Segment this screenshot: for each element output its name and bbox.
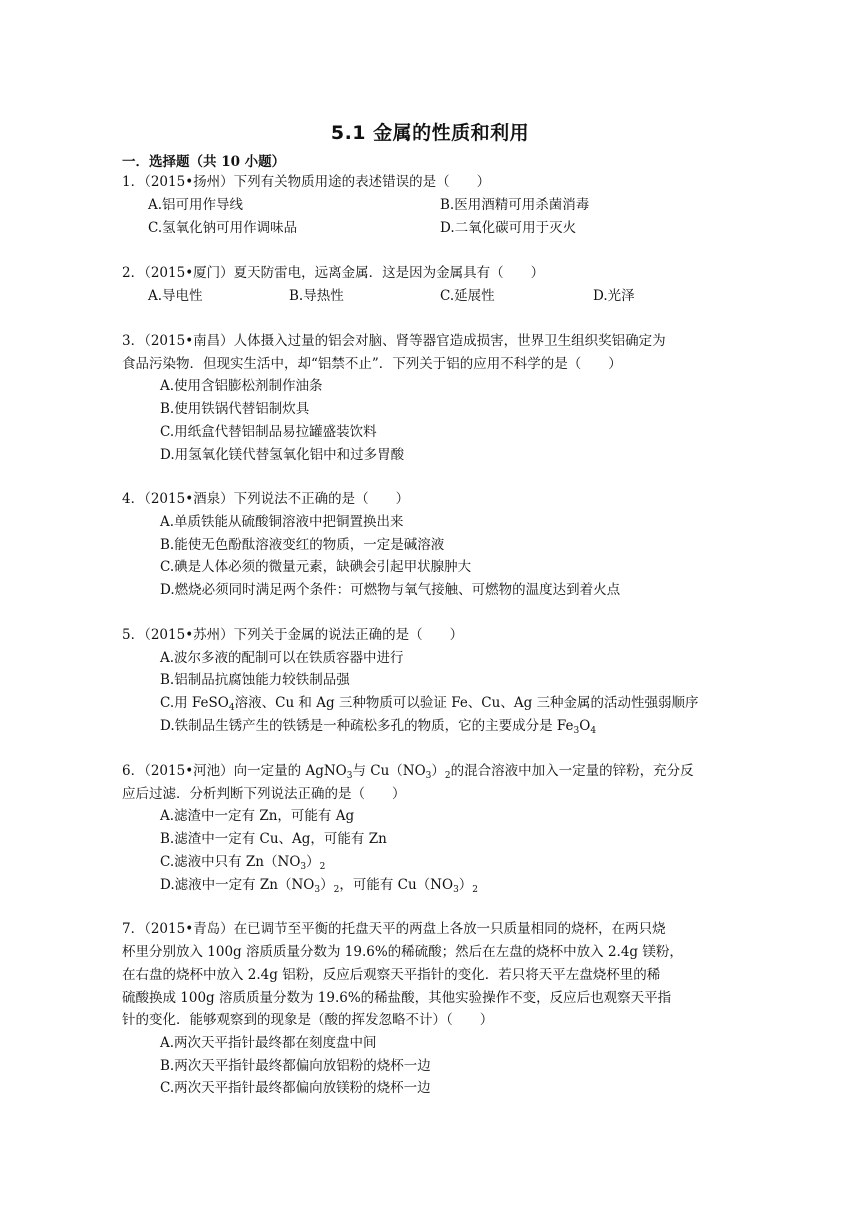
question-2-option-d: D.光泽 bbox=[593, 288, 635, 304]
question-6-option-c: C.滤液中只有 $Zn(NO_3)_2$ bbox=[160, 854, 326, 872]
question-7-stem-line-5: 针的变化．能够观察到的现象是（酸的挥发忽略不计）（ ） bbox=[122, 1012, 494, 1028]
question-7-option-b: B.两次天平指针最终都偏向放铝粉的烧杯一边 bbox=[160, 1058, 431, 1074]
question-6-stem-line-2: 应后过滤．分析判断下列说法正确的是（ ） bbox=[122, 786, 406, 802]
question-7-stem-line-3: 在右盘的烧杯中放入 2.4g 铝粉，反应后观察天平指针的变化．若只将天平左盘烧杯里的稀 bbox=[122, 967, 661, 983]
question-3-stem-line-2: 食品污染物．但现实生活中，却“铝禁不止”．下列关于铝的应用不科学的是（ ） bbox=[122, 356, 622, 372]
question-2-option-c: C.延展性 bbox=[440, 288, 495, 304]
question-6-option-d: D.滤液中一定有 $Zn(NO_3)_2$，可能有 $Cu(NO_3)_2$ bbox=[160, 877, 479, 895]
question-5-option-d: D.铁制品生锈产生的铁锈是一种疏松多孔的物质，它的主要成分是 $Fe_3O_4$ bbox=[160, 718, 597, 736]
question-2-option-a: A.导电性 bbox=[148, 288, 203, 304]
question-5-option-b: B.铝制品抗腐蚀能力较铁制品强 bbox=[160, 672, 350, 688]
question-3-option-d: D.用氢氧化镁代替氢氧化铝中和过多胃酸 bbox=[160, 447, 405, 463]
question-1-option-c: C.氢氧化钠可用作调味品 bbox=[148, 220, 298, 236]
question-6-option-b: B.滤渣中一定有 Cu、Ag，可能有 Zn bbox=[160, 831, 387, 847]
page-title: 5.1 金属的性质和利用 bbox=[330, 122, 530, 144]
question-5-option-c: C.用 FeSO$_4$溶液、Cu 和 Ag 三种物质可以验证 Fe、Cu、Ag 三种金属的活动性强弱顺序 bbox=[160, 695, 699, 713]
question-1-stem: 1．（2015•扬州）下列有关物质用途的表述错误的是（ ） bbox=[122, 174, 491, 190]
question-1-option-a: A.铝可用作导线 bbox=[148, 197, 244, 213]
question-4-option-b: B.能使无色酚酞溶液变红的物质，一定是碱溶液 bbox=[160, 537, 445, 553]
question-3-option-c: C.用纸盒代替铝制品易拉罐盛装饮料 bbox=[160, 424, 377, 440]
question-7-option-c: C.两次天平指针最终都偏向放镁粉的烧杯一边 bbox=[160, 1080, 431, 1096]
question-2-option-b: B.导热性 bbox=[289, 288, 344, 304]
question-6-option-a: A.滤渣中一定有 Zn，可能有 Ag bbox=[160, 808, 355, 824]
question-5-option-a: A.波尔多液的配制可以在铁质容器中进行 bbox=[160, 650, 404, 666]
question-4-stem: 4．（2015•酒泉）下列说法不正确的是（ ） bbox=[122, 491, 410, 507]
question-2-stem: 2．（2015•厦门）夏天防雷电，远离金属．这是因为金属具有（ ） bbox=[122, 265, 545, 281]
question-6-stem-line-1: 6．（2015•河池）向一定量的 AgNO$_3$与 $Cu(NO_3)_2$的混合溶液中加入一定量的锌粉，充分反 bbox=[122, 763, 694, 781]
section-heading: 一．选择题（共 10 小题） bbox=[122, 154, 286, 170]
question-4-option-a: A.单质铁能从硫酸铜溶液中把铜置换出来 bbox=[160, 514, 404, 530]
question-1-option-b: B.医用酒精可用杀菌消毒 bbox=[440, 197, 590, 213]
question-7-stem-line-1: 7．（2015•青岛）在已调节至平衡的托盘天平的两盘上各放一只质量相同的烧杯，在两只烧 bbox=[122, 921, 666, 937]
question-7-stem-line-4: 硫酸换成 100g 溶质质量分数为 19.6%的稀盐酸，其他实验操作不变，反应后也观察天平指 bbox=[122, 990, 672, 1006]
question-1-option-d: D.二氧化碳可用于灭火 bbox=[440, 220, 577, 236]
question-3-option-b: B.使用铁锅代替铝制炊具 bbox=[160, 401, 310, 417]
question-3-stem-line-1: 3．（2015•南昌）人体摄入过量的铝会对脑、肾等器官造成损害，世界卫生组织奖铝确定为 bbox=[122, 333, 666, 349]
question-7-option-a: A.两次天平指针最终都在刻度盘中间 bbox=[160, 1035, 377, 1051]
question-5-stem: 5．（2015•苏州）下列关于金属的说法正确的是（ ） bbox=[122, 627, 464, 643]
question-4-option-c: C.碘是人体必须的微量元素，缺碘会引起甲状腺肿大 bbox=[160, 559, 472, 575]
question-7-stem-line-2: 杯里分别放入 100g 溶质质量分数为 19.6%的稀硫酸；然后在左盘的烧杯中放入 2.4g 镁粉， bbox=[122, 944, 683, 960]
question-3-option-a: A.使用含铝膨松剂制作油条 bbox=[160, 378, 323, 394]
question-4-option-d: D.燃烧必须同时满足两个条件：可燃物与氧气接触、可燃物的温度达到着火点 bbox=[160, 582, 621, 598]
